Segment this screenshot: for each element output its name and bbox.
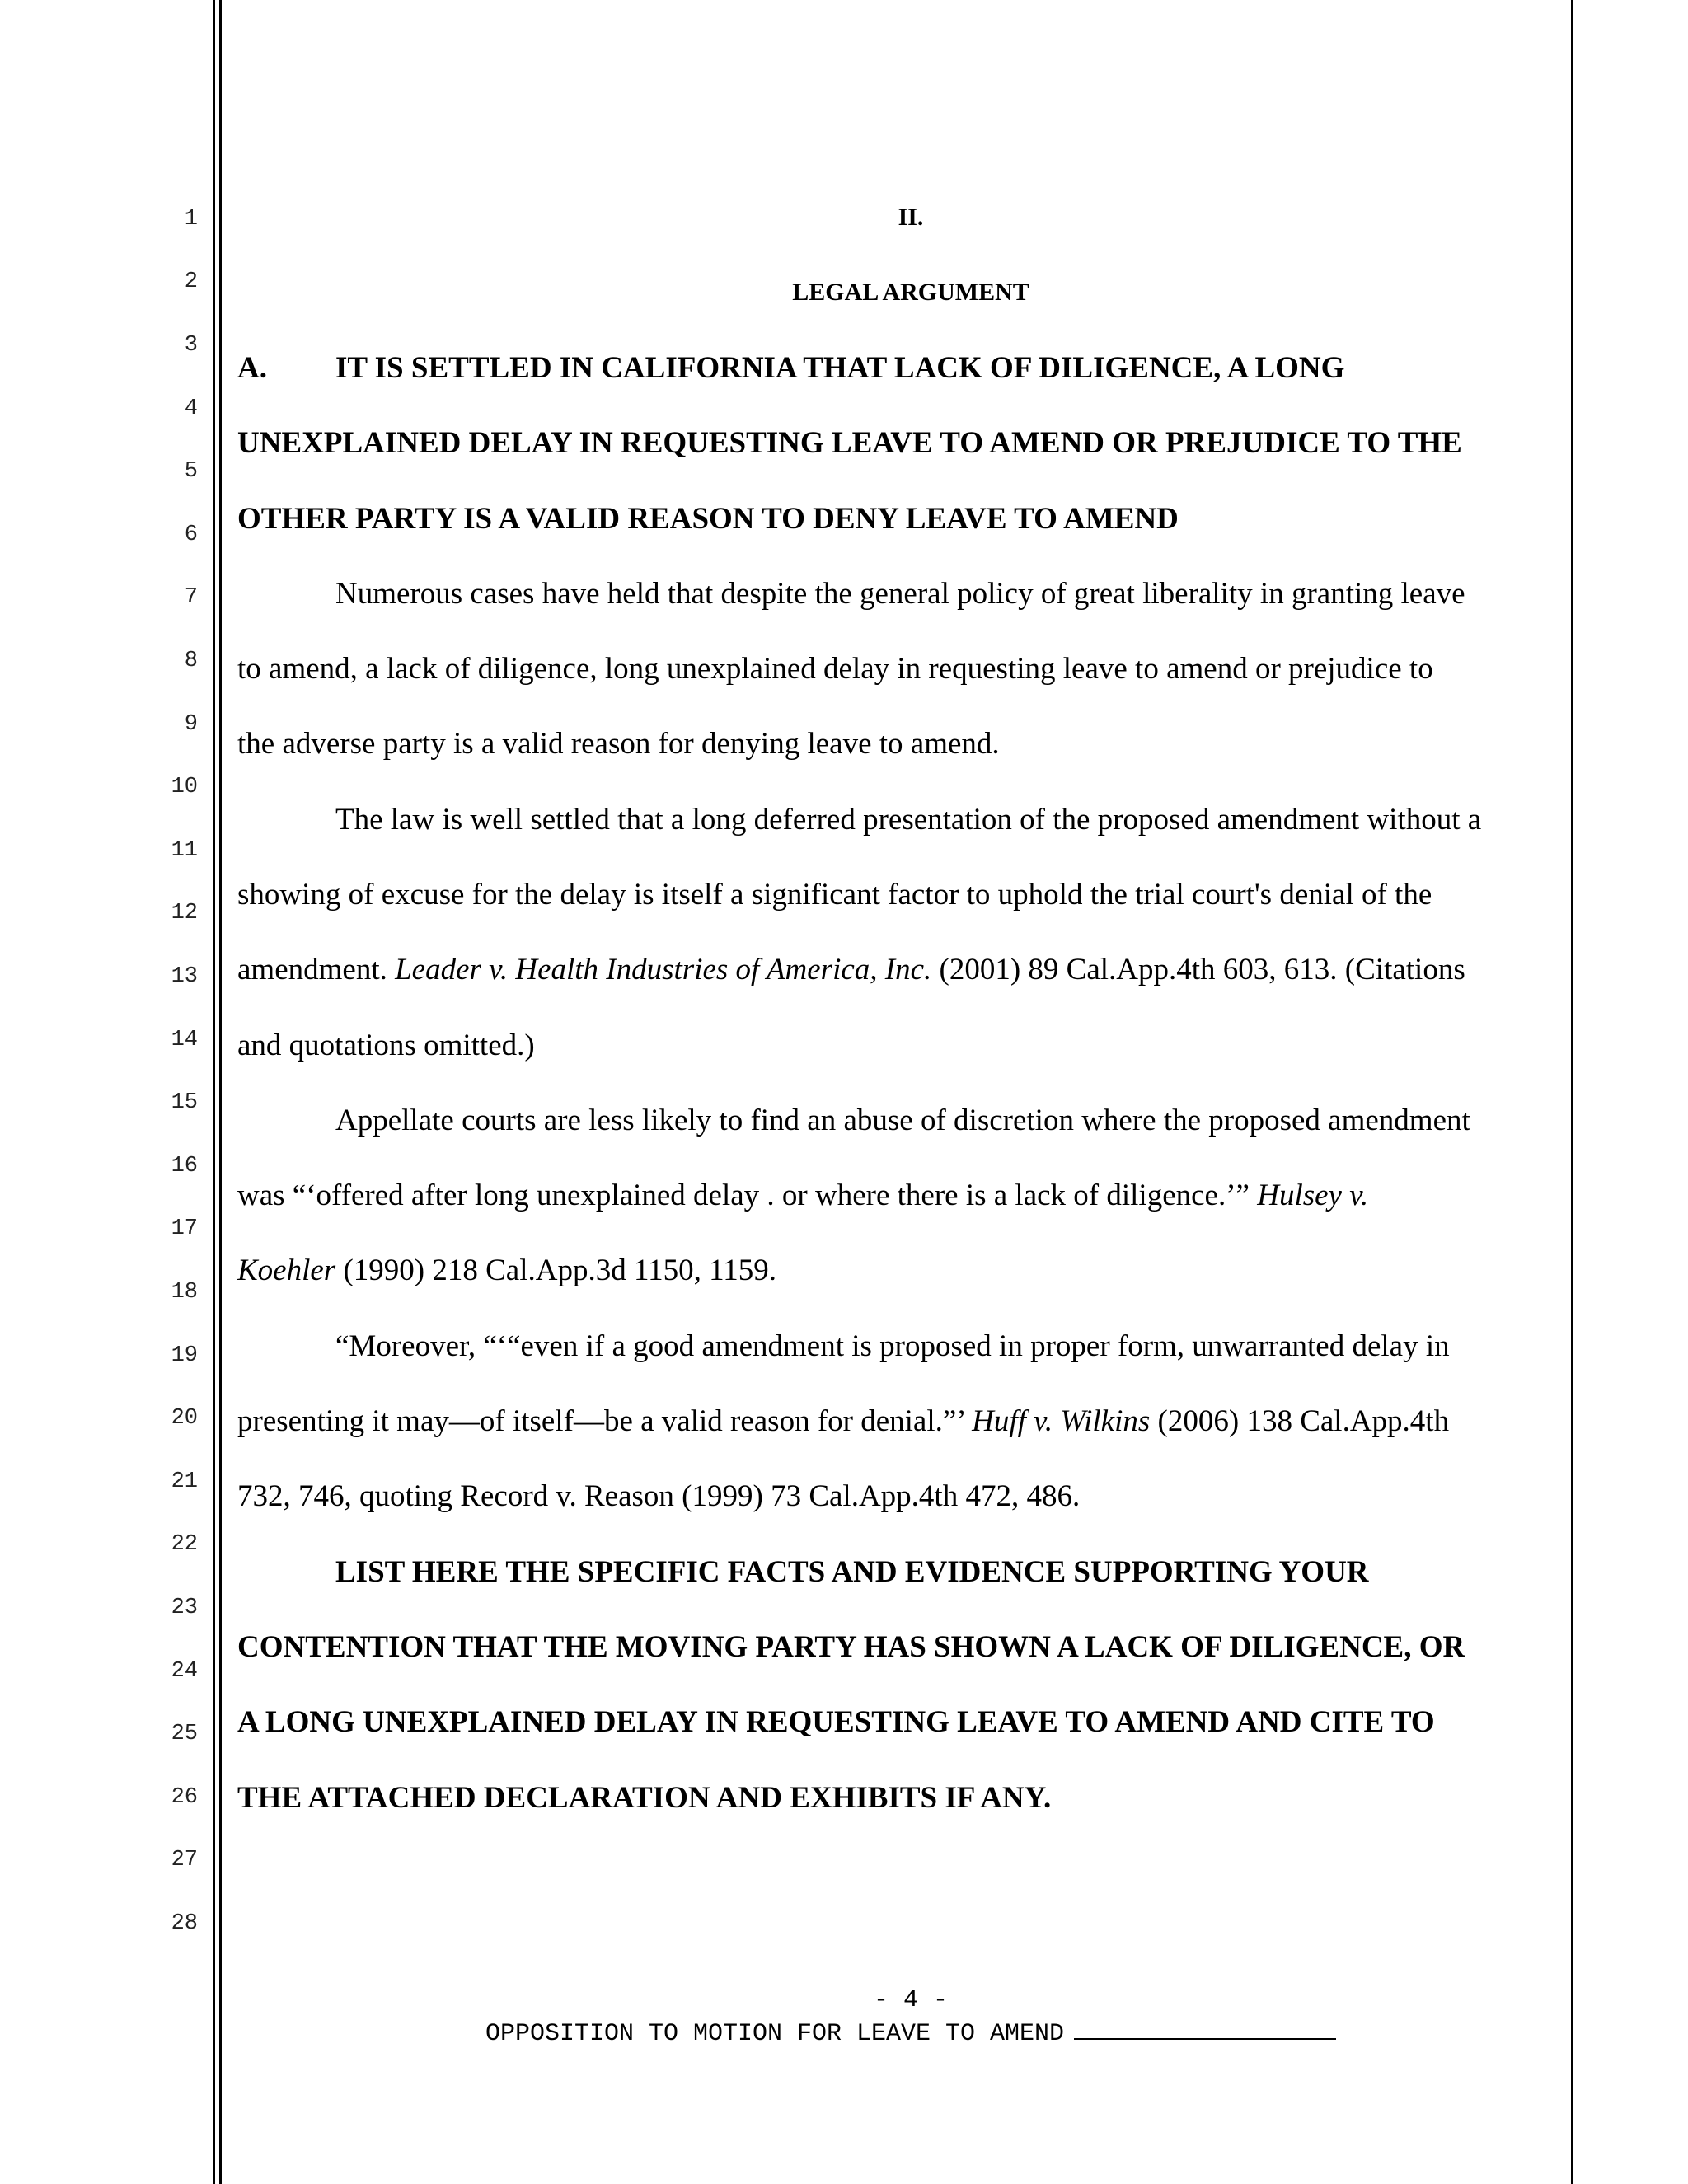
line-number: 18	[171, 1280, 198, 1305]
line-number: 2	[184, 269, 198, 294]
instruction-line: THE ATTACHED DECLARATION AND EXHIBITS IF ANY.	[237, 1781, 1052, 1815]
paragraph-line	[237, 951, 1465, 989]
heading-a-letter: A.	[237, 351, 267, 385]
line-number: 22	[171, 1532, 198, 1557]
line-number: 6	[184, 523, 198, 547]
line-number: 15	[171, 1090, 198, 1115]
paragraph-line: Numerous cases have held that despite the general policy of great liberality in granting leave	[335, 577, 1465, 611]
instruction-line: LIST HERE THE SPECIFIC FACTS AND EVIDENCE SUPPORTING YOUR	[335, 1555, 1369, 1589]
case-citation: Leader v. Health Industries of America, Inc.	[395, 953, 932, 987]
line-number: 11	[171, 838, 198, 863]
heading-a-line: IT IS SETTLED IN CALIFORNIA THAT LACK OF DILIGENCE, A LONG	[335, 351, 1345, 385]
line-number: 23	[171, 1596, 198, 1620]
line-number: 27	[171, 1848, 198, 1872]
paragraph-line: the adverse party is a valid reason for denying leave to amend.	[237, 727, 1000, 761]
paragraph-line: and quotations omitted.)	[237, 1029, 535, 1062]
line-number: 12	[171, 901, 198, 926]
paragraph-line	[237, 1403, 1449, 1441]
text-run: presenting it may—of itself—be a valid reason for denial.”’	[237, 1404, 973, 1438]
section-numeral: II.	[898, 204, 924, 231]
line-number: 4	[184, 396, 198, 421]
paragraph-line: to amend, a lack of diligence, long unexplained delay in requesting leave to amend or prejudice to	[237, 652, 1433, 686]
case-citation: Koehler	[237, 1254, 336, 1287]
section-title: LEGAL ARGUMENT	[792, 279, 1029, 306]
line-number: 9	[184, 712, 198, 737]
footer-title-text: OPPOSITION TO MOTION FOR LEAVE TO AMEND	[485, 2020, 1065, 2048]
paragraph-line	[237, 1177, 1368, 1215]
right-margin-rule	[1571, 0, 1573, 2184]
text-run: (1990) 218 Cal.App.3d 1150, 1159.	[335, 1254, 776, 1287]
line-number: 20	[171, 1406, 198, 1431]
line-number: 7	[184, 585, 198, 610]
case-citation: Hulsey v.	[1257, 1179, 1369, 1212]
line-number: 10	[171, 775, 198, 799]
instruction-line: A LONG UNEXPLAINED DELAY IN REQUESTING LEAVE TO AMEND AND CITE TO	[237, 1705, 1435, 1739]
text-run: (2001) 89 Cal.App.4th 603, 613. (Citations	[931, 953, 1465, 987]
line-number: 24	[171, 1659, 198, 1684]
line-number: 19	[171, 1343, 198, 1368]
heading-a-line: OTHER PARTY IS A VALID REASON TO DENY LEAVE TO AMEND	[237, 502, 1179, 536]
footer-blank-line	[1074, 2017, 1336, 2040]
line-number: 28	[171, 1911, 198, 1936]
line-number: 25	[171, 1722, 198, 1746]
line-number: 13	[171, 964, 198, 989]
heading-a-line: UNEXPLAINED DELAY IN REQUESTING LEAVE TO AMEND OR PREJUDICE TO THE	[237, 426, 1462, 460]
line-number: 17	[171, 1216, 198, 1241]
line-number: 26	[171, 1785, 198, 1810]
line-number: 16	[171, 1154, 198, 1179]
text-run: was “‘offered after long unexplained delay . or where there is a lack of diligence.’”	[237, 1179, 1258, 1212]
paragraph-line	[237, 1252, 776, 1290]
instruction-line: CONTENTION THAT THE MOVING PARTY HAS SHOWN A LACK OF DILIGENCE, OR	[237, 1630, 1465, 1664]
text-run: (2006) 138 Cal.App.4th	[1150, 1404, 1450, 1438]
paragraph-line: 732, 746, quoting Record v. Reason (1999) 73 Cal.App.4th 472, 486.	[237, 1479, 1081, 1513]
paragraph-line: The law is well settled that a long deferred presentation of the proposed amendment without a	[335, 803, 1482, 837]
paragraph-line: “Moreover, “‘“even if a good amendment is proposed in proper form, unwarranted delay in	[335, 1329, 1450, 1363]
line-number: 3	[184, 333, 198, 358]
line-number: 8	[184, 649, 198, 673]
line-number: 1	[184, 207, 198, 232]
line-number: 5	[184, 459, 198, 484]
text-run: amendment.	[237, 953, 396, 987]
case-citation: Huff v. Wilkins	[972, 1404, 1151, 1438]
paragraph-line: Appellate courts are less likely to find an abuse of discretion where the proposed amendment	[335, 1104, 1470, 1137]
paragraph-line: showing of excuse for the delay is itself a significant factor to uphold the trial court's denial of the	[237, 878, 1432, 912]
page-number: - 4 -	[873, 1986, 948, 2014]
left-margin-rule-inner	[219, 0, 222, 2184]
footer-document-title	[239, 2017, 1582, 2048]
line-number: 14	[171, 1028, 198, 1052]
left-margin-rule-outer	[213, 0, 215, 2184]
line-number: 21	[171, 1469, 198, 1494]
